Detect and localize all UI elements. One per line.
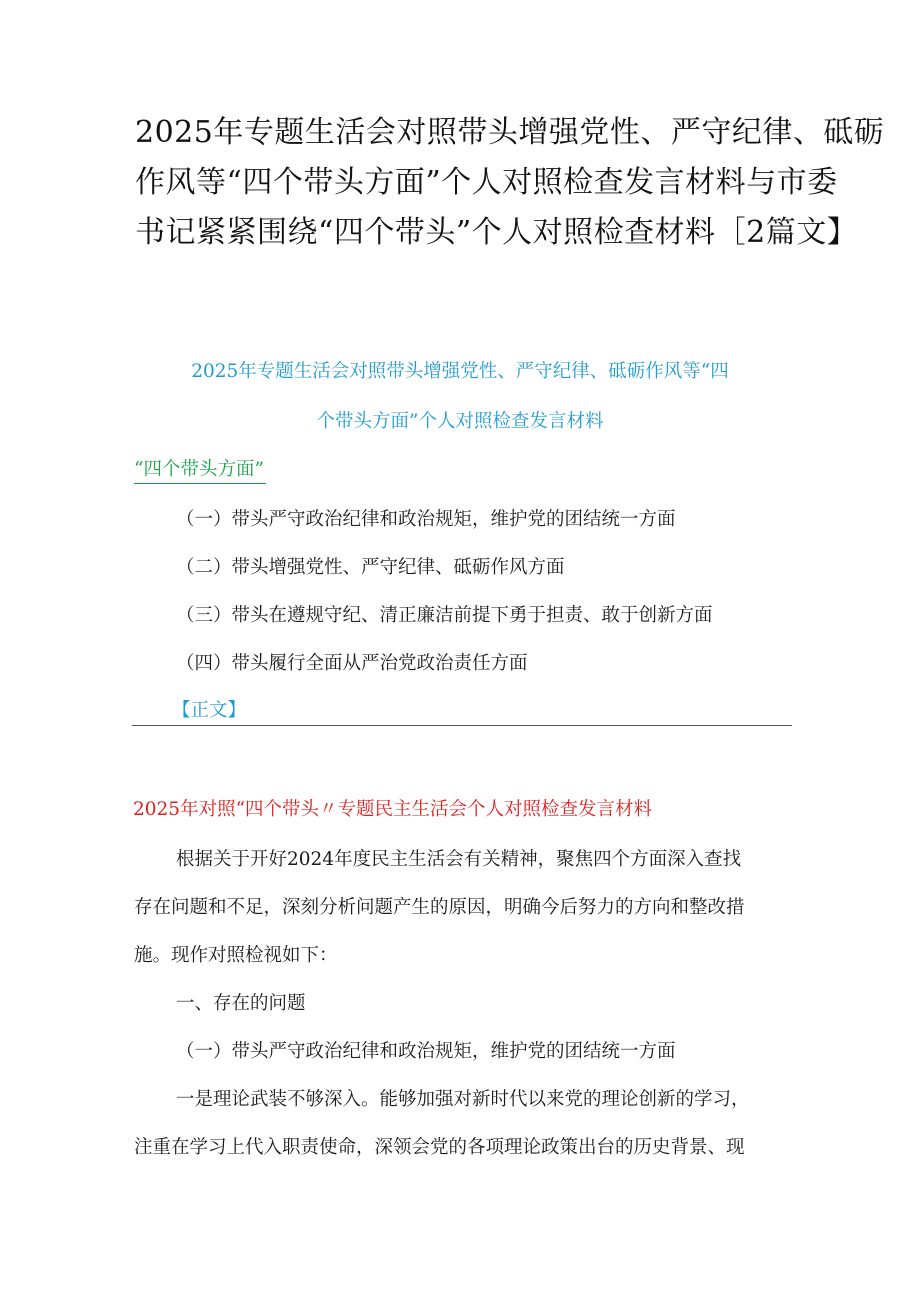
document-title-line-2: 作风等“四个带头方面”个人对照检查发言材料与市委 [135,165,838,200]
section-title-line-2: 个带头方面”个人对照检查发言材料 [316,411,604,432]
toc-item-2: （二）带头增强党性、严守纪律、砥砺作风方面 [176,557,565,578]
paragraph-2-line-1: 一是理论武装不够深入。能够加强对新时代以来党的理论创新的学习， [176,1089,750,1110]
toc-item-3: （三）带头在遵规守纪、清正廉洁前提下勇于担责、敢于创新方面 [176,605,713,626]
section-heading: 一、存在的问题 [176,993,306,1014]
paragraph-1-line-2: 存在问题和不足，深刻分析问题产生的原因，明确今后努力的方向和整改措 [134,897,745,918]
subsection-heading: （一）带头严守政治纪律和政治规矩，维护党的团结统一方面 [176,1041,676,1062]
paragraph-1-line-1: 根据关于开好2024年度民主生活会有关精神，聚焦四个方面深入查找 [176,849,742,870]
article-title: 2025年对照“四个带头〃专题民主生活会个人对照检查发言材料 [133,799,653,820]
section-title-line-1: 2025年专题生活会对照带头增强党性、严守纪律、砥砺作风等“四 [191,361,729,382]
main-text-marker: 【正文】 [172,700,247,721]
paragraph-1-line-3: 施。现作对照检视如下： [134,945,338,966]
document-title-line-1: 2025年专题生活会对照带头增强党性、严守纪律、砥砺 [135,115,885,150]
toc-heading-link[interactable]: “四个带头方面” [134,455,266,484]
paragraph-2-line-2: 注重在学习上代入职责使命，深领会党的各项理论政策出台的历史背景、现 [134,1137,745,1158]
toc-item-4: （四）带头履行全面从严治党政治责任方面 [176,653,528,674]
toc-item-1: （一）带头严守政治纪律和政治规矩，维护党的团结统一方面 [176,509,676,530]
divider [132,725,792,726]
document-title-line-3: 书记紧紧围绕“四个带头”个人对照检查材料［2篇文】 [135,215,858,250]
document-title [135,108,885,258]
